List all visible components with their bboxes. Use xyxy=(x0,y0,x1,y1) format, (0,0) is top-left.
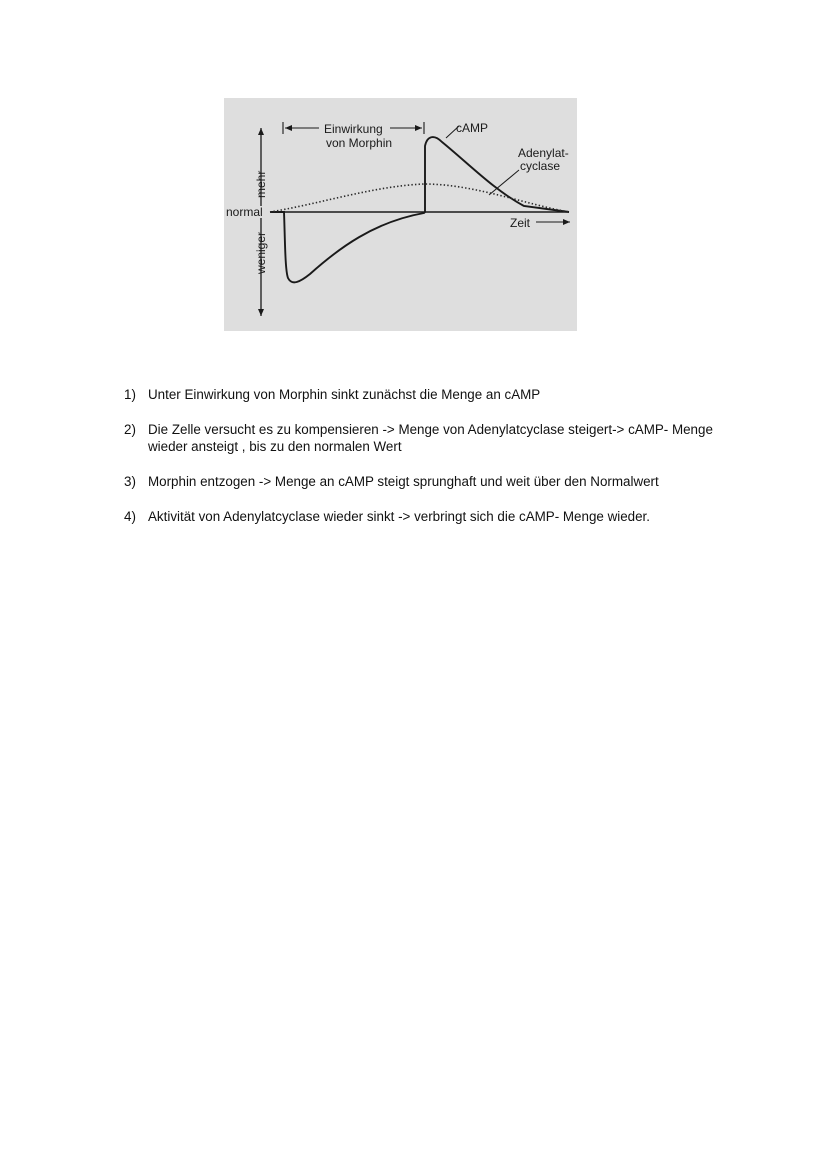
item-text: Aktivität von Adenylatcyclase wieder sinkt -> verbringt sich die cAMP- Menge wieder. xyxy=(148,509,650,524)
explanation-list xyxy=(124,386,724,543)
normal-label: normal xyxy=(226,205,263,219)
item-number: 2) xyxy=(124,422,136,437)
item-text: Morphin entzogen -> Menge an cAMP steigt sprunghaft und weit über den Normalwert xyxy=(148,474,659,489)
camp-label: cAMP xyxy=(456,121,489,135)
list-item xyxy=(124,386,724,403)
list-item xyxy=(124,508,724,525)
einwirkung-label-line1: Einwirkung xyxy=(324,122,383,136)
diagram-svg xyxy=(224,98,577,331)
item-number: 1) xyxy=(124,387,136,402)
einwirkung-label-line2: von Morphin xyxy=(326,136,393,150)
item-number: 3) xyxy=(124,474,136,489)
list-item xyxy=(124,421,724,455)
item-text: Unter Einwirkung von Morphin sinkt zunächst die Menge an cAMP xyxy=(148,387,541,402)
item-number: 4) xyxy=(124,509,136,524)
adenylat-pointer xyxy=(489,170,519,195)
adenylat-label-line1: Adenylat- xyxy=(518,146,569,160)
weniger-label: weniger xyxy=(254,231,268,274)
adenylatcyclase-curve xyxy=(270,184,569,212)
item-text: Die Zelle versucht es zu kompensieren -> Menge von Adenylatcyclase steigert-> cAMP- Menge wieder ansteigt , bis zu den normalen Wert xyxy=(148,422,713,454)
morphine-camp-diagram xyxy=(224,98,577,331)
adenylat-label-line2: cyclase xyxy=(520,159,561,173)
mehr-label: mehr xyxy=(254,170,268,198)
zeit-label: Zeit xyxy=(510,216,531,230)
list-item xyxy=(124,473,724,490)
